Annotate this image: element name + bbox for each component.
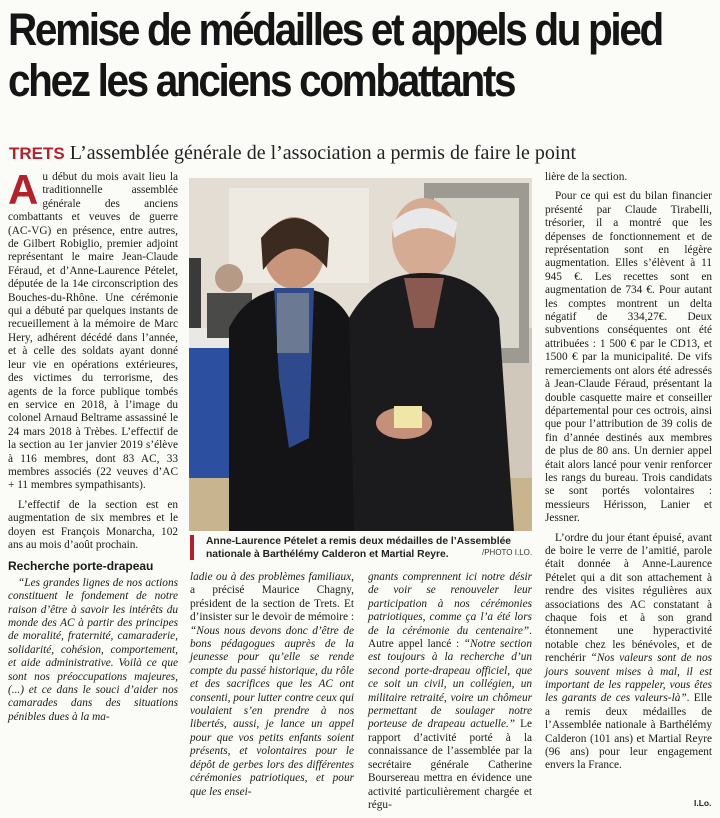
- paragraph: L’effectif de la section est en augmentation de six membres et le doyen est François Monarcha, 102 ans au mois d’août prochain.: [8, 498, 178, 551]
- body-text: , a précisé Maurice Chagny, président de la section de Trets. Et d’insister sur le devoir de mémoire :: [190, 571, 354, 624]
- kicker-line: [9, 142, 576, 165]
- quote-paragraph: “Les grandes lignes de nos actions constituent le fondement de notre raison d’être à savoir les intérêts du monde des AC à partir des principes de moralité, fraternité, camaraderie, solidarité, cohésion, comportement, et aide administrative. Voilà ce que sont nos préoccupations majeures, (...) et ce dans le souci d’aider nos camarades dans des situations pénibles dues à la ma-: [8, 576, 178, 723]
- quote-text: gnants comprennent ici notre désir de voir se renouveler leur participation à nos cérémonies patriotiques, comme ça l’a été lors de la cérémonie du centenaire”: [368, 571, 532, 637]
- paragraph: Pour ce qui est du bilan financier présenté par Claude Tirabelli, trésorier, il a montré que les dépenses de fonctionnement et de représentation sont en légère augmentation. Elles s’élèvent à 11 945 €. Les recettes sont en augmentation de 734 €. Pour autant les comptes montrent un delta négatif de 334,27€. Deux subventions conséquentes ont été attribuées : 1 500 € par le CD13, et 1500 € par la municipalité. De vifs remerciements ont alors été adressés à Jean-Claude Féraud, présentant la double casquette maire et conseiller départemental pour ces octrois, ainsi que pour l’attribution de 39 colis de fin d’année destinés aux membres de plus de 80 ans. Un dernier appel était alors lancé pour venir renforcer les rangs du bureau. Trois candidats se sont portés volontaires : messieurs Hérisson, Lanier et Jessner.: [545, 190, 712, 525]
- caption-marker: [190, 535, 194, 560]
- headline: Remise de médailles et appels du pied chez les anciens combattants: [8, 4, 662, 106]
- paragraph: [368, 571, 532, 812]
- article-column-1: [8, 166, 178, 730]
- section-subheading: Recherche porte-drapeau: [8, 559, 154, 574]
- deck-subtitle: L’assemblée générale de l’association a permis de faire le point: [69, 142, 577, 164]
- author-signature: I.Lo.: [694, 798, 712, 808]
- body-text: L’ordre du jour étant épuisé, avant de boire le verre de l’amitié, parole était donnée à Anne-Laurence Pételet qui a dit son attachement à rendre des visites régulières aux associations des AC constatant à chaque fois et à son grand étonnement une hyperactivité notable chez les bénévoles, et de renchérir: [545, 531, 712, 665]
- article-column-3: [368, 571, 532, 818]
- body-text: . Elle a remis deux médailles de l’Assemblée nationale à Barthélémy Calderon (101 ans) et Martial Reyre (96 ans) pour leur engagement envers la France.: [545, 692, 713, 772]
- body-text: Le rapport d’activité porté à la connaissance de l’assemblée par la secrétaire générale Catherine Boursereau mettra en évidence une activité particulièrement chargée et régu-: [368, 718, 532, 811]
- paragraph: lière de la section.: [545, 171, 628, 183]
- paragraph: [190, 571, 354, 799]
- drop-cap: A: [8, 166, 39, 213]
- photo-illustration: [189, 178, 532, 531]
- quote-text: “Nos valeurs sont de nos jours souvent mises à mal, il est important de les rappeler, vous êtes les garants de ces valeurs-là”: [545, 652, 712, 705]
- paragraph: [545, 532, 712, 773]
- quote-text: “Notre section est toujours à la recherche d’un second porte-drapeau officiel, que ce soit un civil, un collégien, un militaire retraité, voire un chômeur permettant de soulager notre porteuse de drapeau actuelle.”: [368, 638, 532, 731]
- quote-text: ladie ou à des problèmes familiaux: [190, 571, 352, 583]
- quote-text: “Nous nous devons donc d’être de bons pédagogues auprès de la jeunesse pour qu’elle se rende compte du passé historique, du rôle et des sacrifices que les AC ont consenti, pour lutter contre ceux qui voulaient s’en prendre à nos libertés, aussi, je lance un appel pour que vos petits enfants soient présents, et volontaires pour le dépôt de gerbes lors des différentes cérémonies patriotiques, et pour que les ensei-: [190, 624, 354, 798]
- body-text: . Autre appel lancé :: [368, 624, 532, 651]
- lead-paragraph: [8, 166, 178, 493]
- article-column-4: [545, 171, 712, 779]
- photo-caption: Anne-Laurence Pételet a remis deux médailles de l’Assemblée nationale à Barthélémy Calderon et Martial Reyre.: [206, 536, 512, 560]
- article-photo: [189, 178, 532, 531]
- photo-credit: /PHOTO I.LO.: [482, 548, 533, 557]
- article-column-2: [190, 571, 354, 805]
- kicker-location: TRETS: [9, 144, 65, 163]
- lead-text: u début du mois avait lieu la traditionnelle assemblée générale des anciens combattants et veuves de guerre (AC-VG) en présence, entre autres, de Gilbert Robiglio, premier adjoint représentant le maire Jean-Claude Féraud, et d’Anne-Laurence Pételet, députée de la 14e circonscription des Bouches-du-Rhône. Une cérémonie qui a débuté par quelques instants de recueillement à la mémoire de Marc Hery, adhérent décédé dans l’année, et à celle des soldats ayant donné leur vie en opérations extérieures, des victimes du terrorisme, des agents de la force publique tombés en service en 2018, à l’image du colonel Arnaud Beltrame assassiné le 24 mars 2018 à Trèbes. L’effectif de la section au 1er janvier 2019 s’élève à 116 membres, dont 83 AC, 33 membres associés (22 veuves d’AC + 11 membres sympathisants).: [8, 171, 178, 492]
